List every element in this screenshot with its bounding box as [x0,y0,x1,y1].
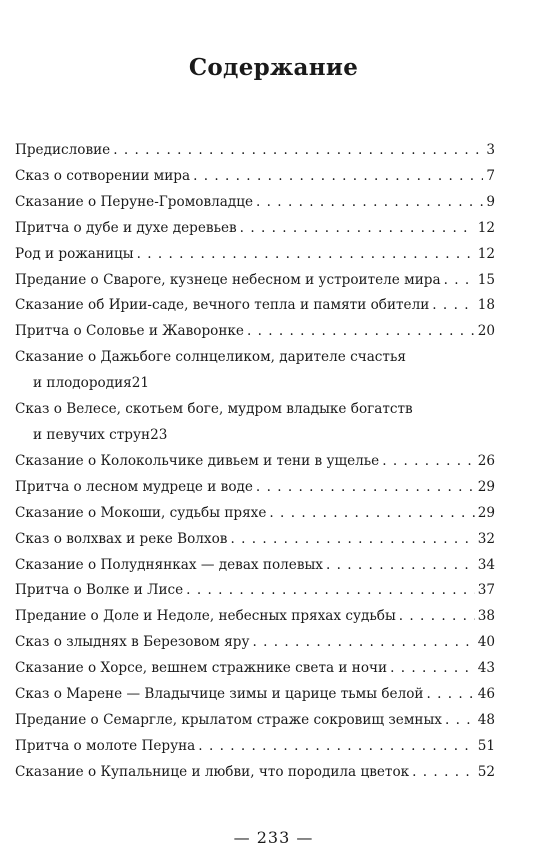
toc-entry-page: 34 [477,556,495,573]
toc-entry-page: 12 [477,245,495,262]
page-number: — 233 — [233,828,314,847]
dot-leader [193,164,483,190]
toc-entry [15,578,495,604]
toc-entry-page: 20 [477,323,495,340]
dot-leader [326,553,475,579]
toc-entry [15,527,495,553]
toc-entry-title: Предание о Доле и Недоле, небесных пряхах судьбы [15,608,396,625]
dot-leader [426,682,474,708]
toc-entry-page: 38 [477,608,495,625]
toc-entry-title: Род и рожаницы [15,245,134,262]
toc-entry [15,138,495,164]
dot-leader [382,449,474,475]
dot-leader [432,293,474,319]
toc-entry-page: 48 [477,711,495,728]
toc-entry-title: Сказание о Перуне-Громовладце [15,193,254,210]
dot-leader [412,760,475,786]
toc-entry-title: Сказание о Полуднянках — девах полевых [15,556,323,573]
toc-entry-page: 43 [477,660,495,677]
dot-leader [113,138,483,164]
toc-entry-page: 29 [477,478,495,495]
dot-leader [390,656,475,682]
dot-leader [256,475,475,501]
toc-entry [15,656,495,682]
toc-entry [15,190,495,216]
toc-entry-title: Притча о дубе и духе деревьев [15,219,237,236]
toc-entry-page: 37 [477,582,495,599]
toc-entry [15,242,495,268]
toc-entry [15,630,495,656]
toc-entry-page: 32 [477,530,495,547]
toc-entry-page: 12 [477,219,495,236]
dot-leader [444,268,475,294]
toc-entry [15,604,495,630]
toc-entry-title-line1: Сказ о Велесе, скотьем боге, мудром владыке богатств [15,401,413,418]
toc-entry-multiline [15,345,495,397]
dot-leader [399,604,475,630]
toc-entry [15,268,495,294]
toc-entry-title-line2: и плодородия [33,375,132,392]
toc-entry-title: Притча о молоте Перуна [15,737,196,754]
dot-leader [445,708,475,734]
toc-entry-page: 51 [477,737,495,754]
toc-entry-page: 9 [486,193,495,210]
toc-entry-title: Сказание о Купальнице и любви, что породила цветок [15,763,410,780]
toc-entry [15,760,495,786]
toc-entry [15,501,495,527]
toc-entry [15,553,495,579]
toc-entry-title: Сказание об Ирии-саде, вечного тепла и памяти обители [15,297,430,314]
toc-entry-page: 52 [477,763,495,780]
toc-entry-title: Сказ о Марене — Владычице зимы и царице тьмы белой [15,686,424,703]
toc-entry [15,734,495,760]
toc-entry-title: Притча о лесном мудреце и воде [15,478,253,495]
toc-entry [15,708,495,734]
toc-entry-title: Притча о Волке и Лисе [15,582,184,599]
dot-leader [240,216,475,242]
dot-leader [252,630,474,656]
dot-leader [247,319,475,345]
toc-entry-page: 23 [150,426,168,443]
toc-entry-page: 26 [477,452,495,469]
dot-leader [137,242,475,268]
dot-leader [198,734,474,760]
toc-entry-page: 7 [486,167,495,184]
dot-leader [269,501,474,527]
toc-entry-title: Предание о Семаргле, крылатом страже сокровищ земных [15,711,442,728]
toc-entry-title: Сказание о Мокоши, судьбы пряхе [15,504,267,521]
toc-entry-title: Сказание о Колокольчике дивьем и тени в ущелье [15,452,380,469]
toc-entry-title: Притча о Соловье и Жаворонке [15,323,244,340]
toc-entry-page: 15 [477,271,495,288]
toc-entry-page: 46 [477,686,495,703]
dot-leader [256,190,483,216]
toc-entry-title: Сказ о злыднях в Березовом яру [15,634,250,651]
toc-entry-page: 40 [477,634,495,651]
toc-entry [15,164,495,190]
toc-entry-title: Сказание о Хорсе, вешнем стражнике света и ночи [15,660,388,677]
toc-entry-title: Сказ о сотворении мира [15,167,191,184]
toc-entry [15,216,495,242]
toc-entry-title-line2: и певучих струн [33,426,151,443]
toc-entry [15,475,495,501]
toc-entry [15,293,495,319]
toc-entry [15,319,495,345]
table-of-contents [15,138,495,786]
toc-entry-title: Сказ о волхвах и реке Волхов [15,530,228,547]
dot-leader [186,578,475,604]
toc-entry [15,449,495,475]
toc-entry-title: Предание о Свароге, кузнеце небесном и устроителе мира [15,271,441,288]
toc-entry-multiline [15,397,495,449]
toc-entry-page: 18 [477,297,495,314]
dot-leader [230,527,474,553]
toc-entry [15,682,495,708]
toc-entry-page: 3 [486,142,495,158]
toc-entry-title: Предисловие [15,142,111,158]
toc-entry-title-line1: Сказание о Дажьбоге солнцеликом, дарителе счастья [15,349,406,366]
page-title: Содержание [188,54,359,81]
toc-entry-page: 21 [131,375,150,392]
toc-entry-page: 29 [477,504,495,521]
